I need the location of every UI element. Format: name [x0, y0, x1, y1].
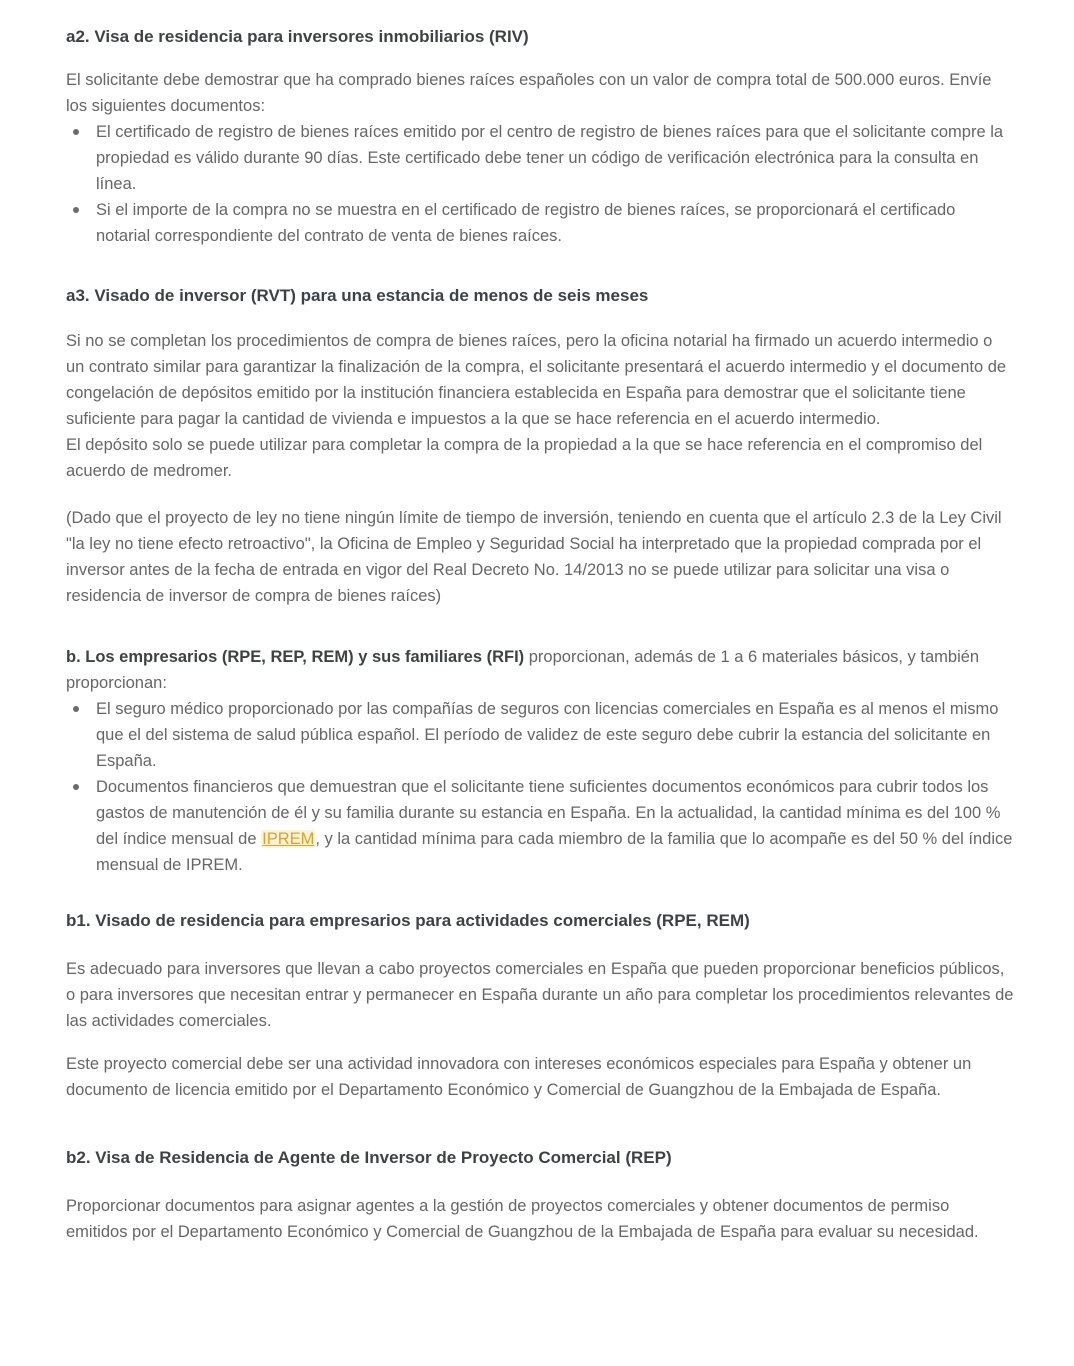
list-item-text: Si el importe de la compra no se muestra en el certificado de registro de bienes raíces, se proporcionará el certificado notarial correspondiente del contrato de venta de bienes raíces.	[96, 201, 956, 245]
section-b-lead-paragraph	[66, 644, 1014, 696]
section-b-lead-rest: proporcionan, además de 1 a 6 materiales básicos, y también proporcionan:	[66, 648, 980, 692]
list-item-text: El certificado de registro de bienes raíces emitido por el centro de registro de bienes raíces para que el solicitante compre la propiedad es válido durante 90 días. Este certificado debe tener un código de verificación electrónica para la consulta en línea.	[96, 123, 1004, 193]
section-b1	[66, 908, 1014, 1103]
section-a3-heading: a3. Visado de inversor (RVT) para una estancia de menos de seis meses	[66, 286, 649, 305]
section-b-lead-bold: b. Los empresarios (RPE, REP, REM) y sus familiares (RFI)	[66, 648, 525, 666]
list-item-text-after-link: , y la cantidad mínima para cada miembro de la familia que lo acompañe es del 50 % del índice mensual de IPREM.	[96, 830, 1013, 874]
section-b1-paragraph-2: Este proyecto comercial debe ser una actividad innovadora con intereses económicos especiales para España y obtener un documento de licencia emitido por el Departamento Económico y Comercial de Guangzhou de la Embajada de España.	[66, 1055, 972, 1099]
section-b2-heading: b2. Visa de Residencia de Agente de Inversor de Proyecto Comercial (REP)	[66, 1148, 672, 1167]
section-a3-note-paragraph: (Dado que el proyecto de ley no tiene ningún límite de tiempo de inversión, teniendo en cuenta que el artículo 2.3 de la Ley Civil "la ley no tiene efecto retroactivo", la Oficina de Empleo y Seguridad Social ha interpretado que la propiedad comprada por el inversor antes de la fecha de entrada en vigor del Real Decreto No. 14/2013 no se puede utilizar para solicitar una visa o residencia de inversor de compra de bienes raíces)	[66, 509, 1002, 605]
list-item	[66, 197, 1014, 249]
section-b2-paragraph: Proporcionar documentos para asignar agentes a la gestión de proyectos comerciales y obtener documentos de permiso emitidos por el Departamento Económico y Comercial de Guangzhou de la Embajada de España para evaluar su necesidad.	[66, 1197, 979, 1241]
section-a2-bullet-list	[66, 119, 1014, 249]
section-b1-paragraph-1: Es adecuado para inversores que llevan a cabo proyectos comerciales en España que pueden proporcionar beneficios públicos, o para inversores que necesitan entrar y permanecer en España durante un año para completar los procedimientos relevantes de las actividades comerciales.	[66, 960, 1014, 1030]
list-item-text: El seguro médico proporcionado por las compañías de seguros con licencias comerciales en España es al menos el mismo que el del sistema de salud pública español. El período de validez de este seguro debe cubrir la estancia del solicitante en España.	[96, 700, 999, 770]
list-item	[66, 774, 1014, 878]
section-a3-paragraph-line2: El depósito solo se puede utilizar para completar la compra de la propiedad a la que se hace referencia en el compromiso del acuerdo de medromer.	[66, 436, 983, 480]
section-b2	[66, 1145, 1014, 1245]
list-item	[66, 696, 1014, 774]
section-b	[66, 644, 1014, 878]
list-item-text-before-link: Documentos financieros que demuestran que el solicitante tiene suficientes documentos económicos para cubrir todos los gastos de manutención de él y su familia durante su estancia en España. En la actualidad, la cantidad mínima es del 100 % del índice mensual de	[96, 778, 1001, 848]
section-b-bullet-list	[66, 696, 1014, 878]
section-a2	[66, 24, 1014, 249]
section-a2-intro-paragraph: El solicitante debe demostrar que ha comprado bienes raíces españoles con un valor de compra total de 500.000 euros. Envíe los siguientes documentos:	[66, 71, 992, 115]
section-a3-paragraph-line1: Si no se completan los procedimientos de compra de bienes raíces, pero la oficina notarial ha firmado un acuerdo intermedio o un contrato similar para garantizar la finalización de la compra, el solicitante presentará el acuerdo intermedio y el documento de congelación de depósitos emitido por la institución financiera establecida en España para demostrar que el solicitante tiene suficiente para pagar la cantidad de vivienda e impuestos a la que se hace referencia en el acuerdo intermedio.	[66, 332, 1007, 428]
section-b1-heading: b1. Visado de residencia para empresarios para actividades comerciales (RPE, REM)	[66, 911, 750, 930]
section-a3	[66, 283, 1014, 609]
iprem-link[interactable]: IPREM	[262, 830, 315, 848]
section-a3-paragraph	[66, 328, 1014, 484]
section-a2-heading: a2. Visa de residencia para inversores inmobiliarios (RIV)	[66, 27, 529, 46]
list-item	[66, 119, 1014, 197]
